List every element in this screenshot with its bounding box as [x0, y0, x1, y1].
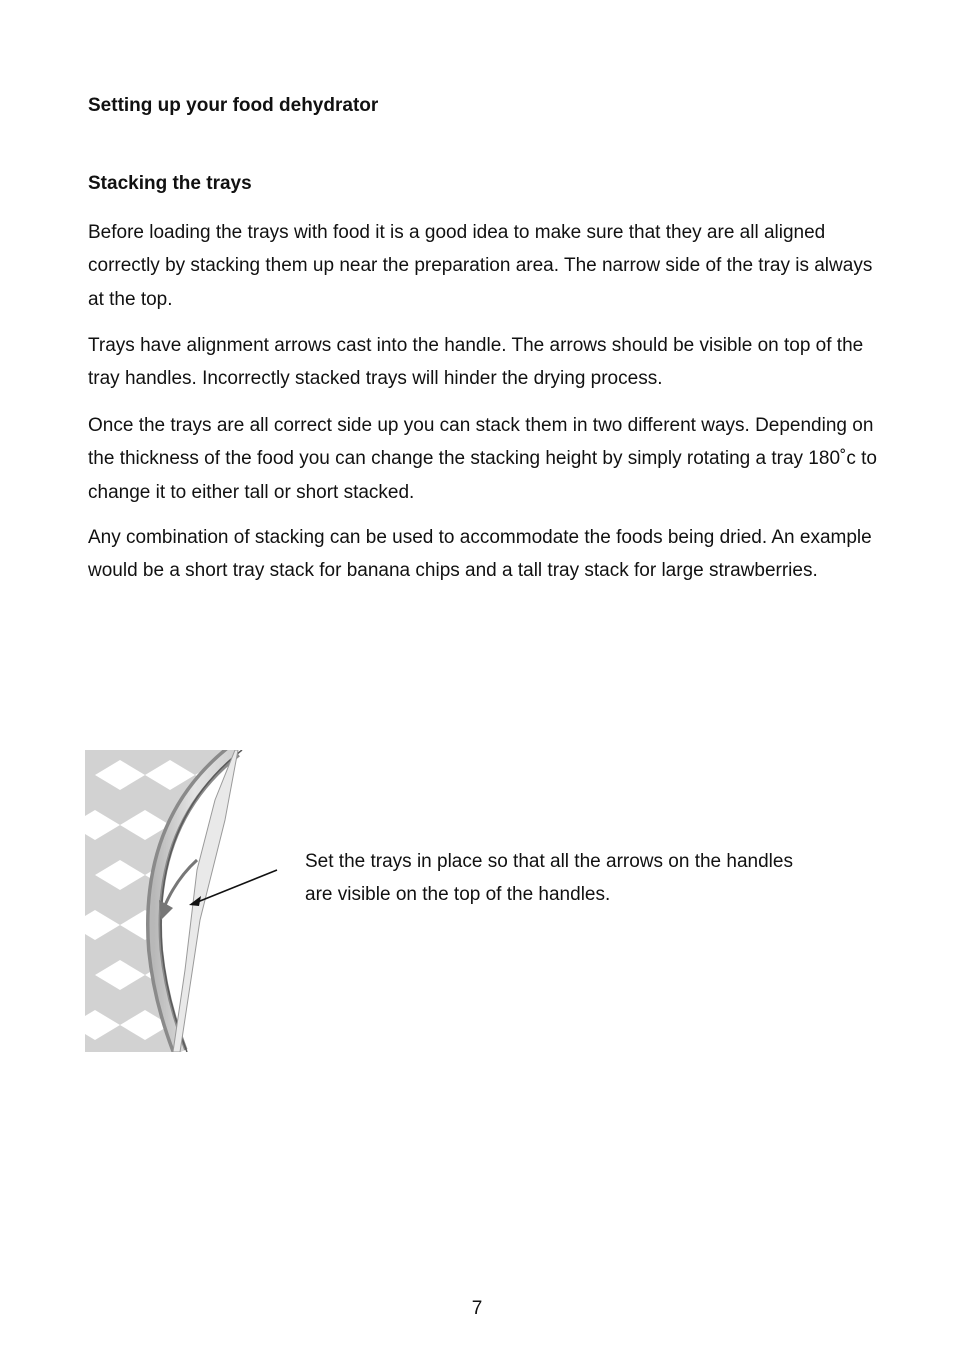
section-heading: Stacking the trays [88, 173, 252, 194]
tray-handle-illustration [85, 750, 285, 1052]
paragraph-alignment: Before loading the trays with food it is a good idea to make sure that they are all aligned correctly by stacking them up near the preparation area. The narrow side of the tray is always at the top. [88, 222, 873, 310]
paragraph-arrows: Trays have alignment arrows cast into the handle. The arrows should be visible on top of the tray handles. Incorrectly stacked trays will hinder the drying process. [88, 335, 864, 390]
page-number: 7 [471, 1298, 483, 1319]
tray-handle-drawing [85, 750, 285, 1052]
page-heading: Setting up your food dehydrator [88, 95, 379, 116]
paragraph-stacking-ways: Once the trays are all correct side up you can stack them in two different ways. Depending on the thickness of the food you can change the stacking height by simply rotating a tray 180˚c to change it to either tall or short stacked. [88, 415, 877, 503]
figure-caption: Set the trays in place so that all the arrows on the handles are visible on the top of the handles. [305, 851, 793, 906]
paragraph-combination: Any combination of stacking can be used to accommodate the foods being dried. An example would be a short tray stack for banana chips and a tall tray stack for large strawberries. [88, 527, 872, 582]
